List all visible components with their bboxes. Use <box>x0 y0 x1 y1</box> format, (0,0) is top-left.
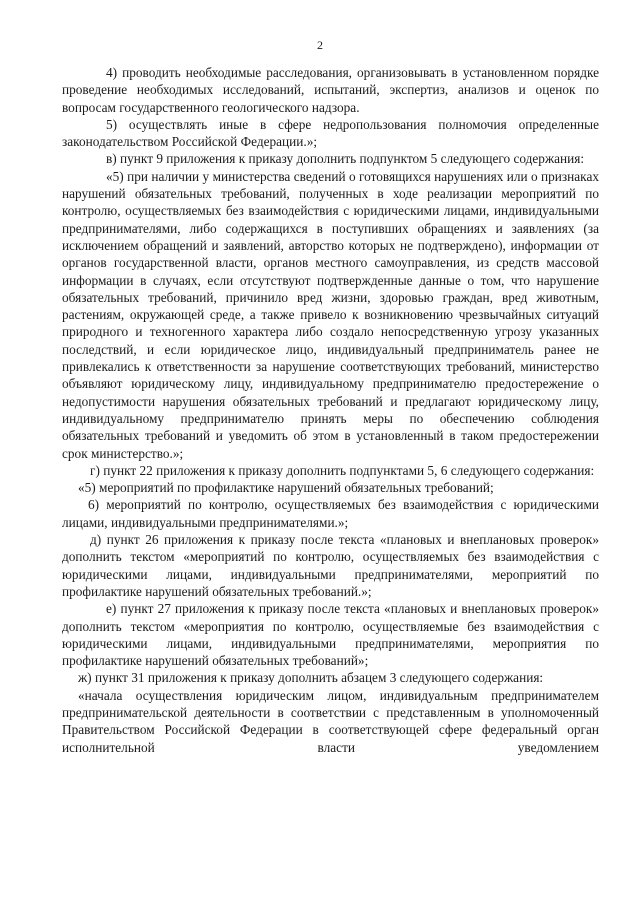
paragraph-d: д) пункт 26 приложения к приказу после текста «плановых и внеплановых проверок» дополнить текстом «мероприятий по контролю, осуществляемых без взаимодействия с юридическими лицами, индивидуальными предпринимателями, мероприятий по профилактике нарушений обязательных требований.»; <box>62 532 599 599</box>
paragraph-zh-quote: «начала осуществления юридическим лицом, индивидуальным предпринимателем предпринимательской деятельности в соответствии с представленным в уполномоченный Правительством Российской Федерации в соответствующей сфере федеральный орган исполнительной власти уведомлением <box>62 687 599 755</box>
paragraph-v-quote: «5) при наличии у министерства сведений о готовящихся нарушениях или о признаках нарушений обязательных требований, полученных в ходе реализации мероприятий по контролю, осуществляемых без взаимодействия с юридическими лицами, индивидуальными предпринимателями, либо содержащихся в поступивших обращениях и заявлениях (за исключением обращений и заявлений, авторство которых не подтверждено), информации от органов государственной власти, органов местного самоуправления, из средств массовой информации в случаях, если отсутствуют подтвержденные данные о том, что нарушение обязательных требований, причинило вред жизни, здоровью граждан, вред животным, растениям, окружающей среде, а также привело к возникновению чрезвычайных ситуаций природного и техногенного характера либо создало непосредственную угрозу указанных последствий, и если юридическое лицо, индивидуальный предприниматель ранее не привлекались к ответственности за нарушение соответствующих требований, министерство объявляют юридическому лицу, индивидуальному предпринимателю предостережение о недопустимости нарушения обязательных требований и предлагают юридическому лицу, индивидуальному предпринимателю принять меры по обеспечению соблюдения обязательных требований и уведомить об этом в установленный в таком предостережении срок министерство.»; <box>62 168 599 461</box>
paragraph-e: е) пункт 27 приложения к приказу после текста «плановых и внеплановых проверок» дополнить текстом «мероприятия по контролю, осуществляемые без взаимодействия с юридическими лицами, индивидуальными предпринимателями, мероприятия по профилактике нарушений обязательных требований»; <box>62 601 599 669</box>
paragraph-g-6: 6) мероприятий по контролю, осуществляемых без взаимодействия с юридическими лицами, индивидуальными предпринимателями.»; <box>62 497 599 530</box>
page-number: 2 <box>317 38 323 52</box>
document-body <box>62 64 599 756</box>
paragraph-g-5: «5) мероприятий по профилактике нарушений обязательных требований; <box>78 480 494 496</box>
paragraph-zh: ж) пункт 31 приложения к приказу дополнить абзацем 3 следующего содержания: <box>78 670 544 686</box>
paragraph-5: 5) осуществлять иные в сфере недропользования полномочия определенные законодательством Российской Федерации.»; <box>62 116 599 150</box>
paragraph-g: г) пункт 22 приложения к приказу дополнить подпунктами 5, 6 следующего содержания: <box>90 462 595 478</box>
paragraph-4: 4) проводить необходимые расследования, организовывать в установленном порядке проведение необходимых исследований, испытаний, экспертиз, анализов и оценок по вопросам государственного геологического надзора. <box>62 65 599 115</box>
paragraph-v: в) пункт 9 приложения к приказу дополнить подпунктом 5 следующего содержания: <box>106 151 585 167</box>
